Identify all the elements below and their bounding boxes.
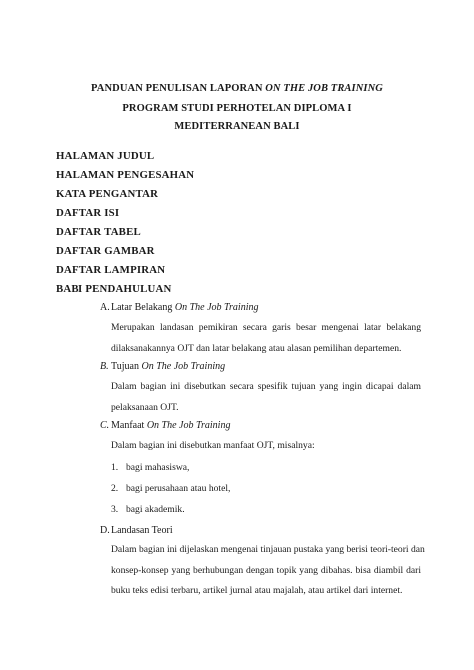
document-title: PANDUAN PENULISAN LAPORAN ON THE JOB TRAINING — [91, 83, 383, 94]
document-subtitle: PROGRAM STUDI PERHOTELAN DIPLOMA I — [122, 103, 352, 114]
section-b-heading: Tujuan On The Job Training — [111, 361, 226, 372]
section-d-heading: Landasan Teori — [111, 525, 173, 536]
section-b-paragraph: Dalam bagian ini disebutkan secara spesifik tujuan yang ingin dicapai dalam pelaksanaan OJT. — [111, 381, 421, 413]
section-a-heading: Latar Belakang On The Job Training — [111, 302, 259, 313]
list-item-number: 3. — [111, 504, 119, 515]
list-item: bagi akademik. — [126, 504, 185, 515]
section-d-letter: D. — [100, 525, 110, 536]
list-item-number: 1. — [111, 462, 119, 473]
toc-daftar-isi: DAFTAR ISI — [56, 207, 120, 219]
institution-name: MEDITERRANEAN BALI — [174, 121, 300, 132]
chapter-heading: BABI PENDAHULUAN — [56, 283, 172, 295]
section-a-paragraph: Merupakan landasan pemikiran secara garis besar mengenai latar belakang dilaksanakannya OJT dan latar belakang atau alasan pemilihan departemen. — [111, 322, 421, 354]
list-item-number: 2. — [111, 483, 119, 494]
list-item: bagi perusahaan atau hotel, — [126, 483, 231, 494]
section-c-letter: C. — [100, 420, 110, 431]
section-a-letter: A. — [100, 302, 110, 313]
toc-halaman-pengesahan: HALAMAN PENGESAHAN — [56, 169, 195, 181]
section-d-paragraph: Dalam bagian ini dijelaskan mengenai tinjauan pustaka yang berisi teori-teori dan konsep-konsep yang berhubungan dengan topik yang dibahas. bisa diambil dari buku teks edisi terbaru, artikel jurnal atau majalah, atau artikel dari internet. — [111, 544, 425, 596]
section-c-paragraph: Dalam bagian ini disebutkan manfaat OJT, misalnya: — [111, 440, 315, 451]
toc-daftar-tabel: DAFTAR TABEL — [56, 226, 141, 238]
toc-halaman-judul: HALAMAN JUDUL — [56, 150, 155, 162]
section-b-letter: B. — [100, 361, 109, 372]
list-item: bagi mahasiswa, — [126, 462, 190, 473]
section-c-heading: Manfaat On The Job Training — [111, 420, 231, 431]
toc-daftar-lampiran: DAFTAR LAMPIRAN — [56, 264, 166, 276]
toc-kata-pengantar: KATA PENGANTAR — [56, 188, 159, 200]
toc-daftar-gambar: DAFTAR GAMBAR — [56, 245, 155, 257]
